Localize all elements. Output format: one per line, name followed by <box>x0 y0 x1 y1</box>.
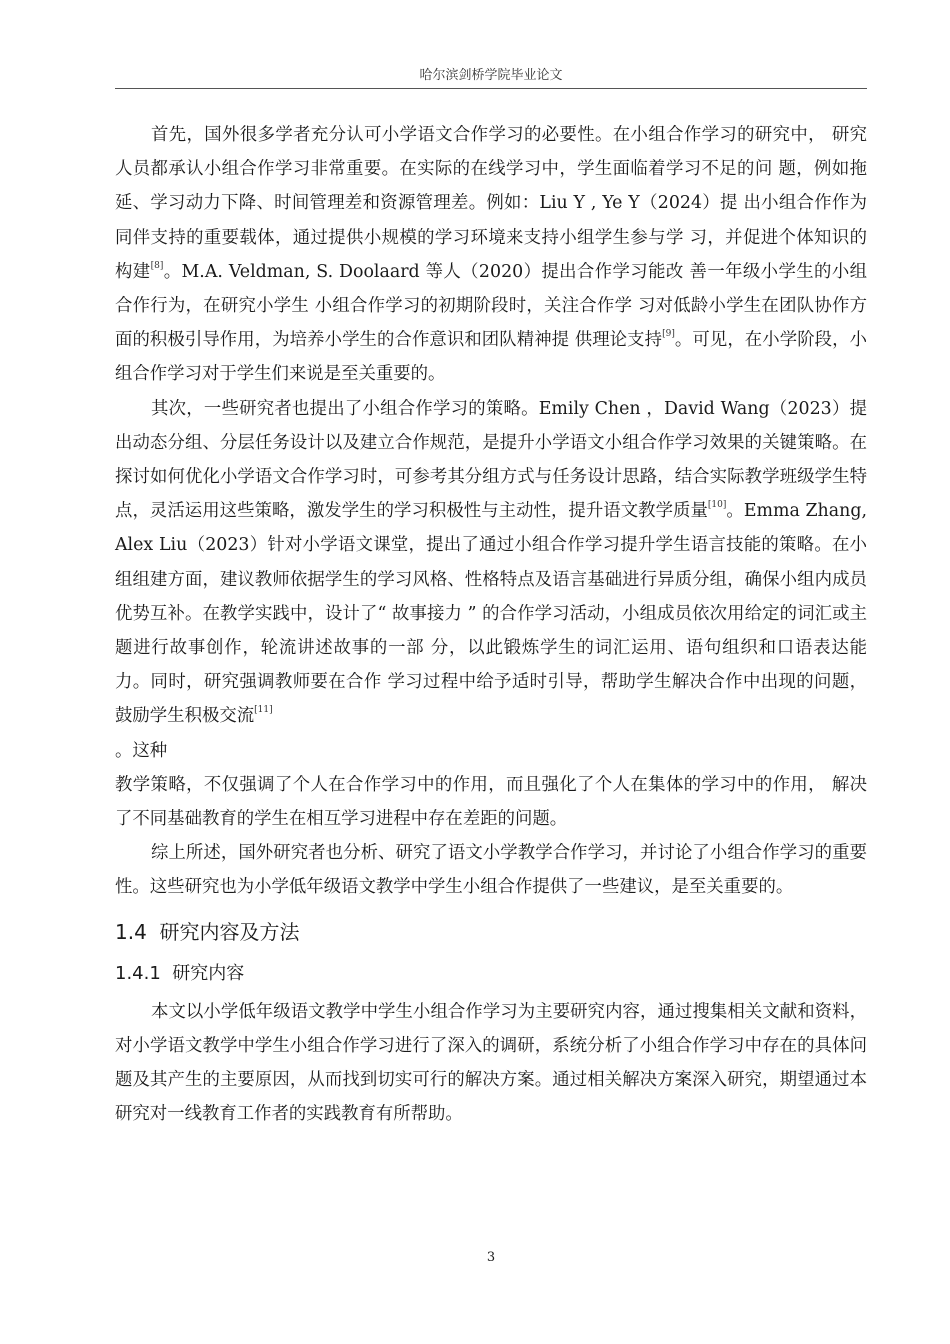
paragraph-text: 其次，一些研究者也提出了小组合作学习的策略。Emily Chen ，David Wang（2023）提出动态分组、分层任务设计以及建立合作规范，是提升小学语文小组合作学习效果的关键策略。在探讨如何优化小学语文合作学习时，可参考其分组方式与任务设计思路，结合实际教学班级学生特点，灵活运用这些策略，激发学生的学习积极性与主动性，提升语文教学质量 <box>115 398 867 522</box>
section-number: 1.4 <box>115 919 147 944</box>
page-body <box>115 118 867 1131</box>
page-number: 3 <box>486 1250 496 1265</box>
citation-ref: [10] <box>707 500 727 511</box>
paragraph-text: 。M.A. Veldman, S. Doolaard 等人（2020）提出合作学习能改 善一年级小学生的小组合作行为，在研究小学生 小组合作学习的初期阶段时，关注合作学 习对低龄小学生在团队协作方面的积极引导作用，为培养小学生的合作意识和团队精神提 供理论支持 <box>115 261 867 351</box>
citation-ref: [11] <box>254 705 273 716</box>
paragraph-text: 。可见，在小学阶段，小组合作学习对于学生们来说是至关重要的。 <box>115 330 867 385</box>
paragraph-text: 首先，国外很多学者充分认可小学语文合作学习的必要性。在小组合作学习的研究中， 研究人员都承认小组合作学习非常重要。在实际的在线学习中，学生面临着学习不足的问 题，例如拖延、学习动力下降、时间管理差和资源管理差。例如：Liu Y , Ye Y（2024）提 出小组合作作为同伴支持的重要载体，通过提供小规模的学习环境来支持小组学生参与学 习，并促进个体知识的构建 <box>115 125 867 282</box>
citation-ref: [8] <box>150 260 164 271</box>
paragraph-research-content: 本文以小学低年级语文教学中学生小组合作学习为主要研究内容，通过搜集相关文献和资料，对小学语文教学中学生小组合作学习进行了深入的调研，系统分析了小组合作学习中存在的具体问题及其产生的主要原因，从而找到切实可行的解决方案。通过相关解决方案深入研究，期望通过本研究对一线教育工作者的实践教育有所帮助。 <box>115 1001 867 1125</box>
section-title: 研究内容 <box>172 962 245 984</box>
section-number: 1.4.1 <box>115 962 161 984</box>
header-rule <box>115 88 867 89</box>
paragraph-text: 。这种 <box>115 740 168 761</box>
paragraph-text: 。Emma Zhang, Alex Liu（2023）针对小学语文课堂，提出了通过小组合作学习提升学生语言技能的策略。在小组组建方面，建议教师依据学生的学习风格、性格特点及语言基础进行异质分组，确保小组内成员优势互补。在教学实践中，设计了“ 故事接力 ” 的合作学习活动，小组成员依次用给定的词汇或主题进行故事创作，轮流讲述故事的一部 分，以此锻炼学生的词汇运用、语句组织和口语表达能力。同时，研究强调教师要在合作 学习过程中给予适时引导，帮助学生解决合作中出现的问题，鼓励学生积极交流 <box>115 501 867 727</box>
citation-ref: [9] <box>662 329 675 340</box>
section-title: 研究内容及方法 <box>159 919 300 944</box>
section-heading-1-4-1 <box>115 953 867 995</box>
section-heading-1-4 <box>115 911 867 953</box>
paragraph-intro-foreign-research <box>115 118 867 392</box>
paragraph-summary: 综上所述，国外研究者也分析、研究了语文小学教学合作学习，并讨论了小组合作学习的重要性。这些研究也为小学低年级语文教学中学生小组合作提供了一些建议，是至关重要的。 <box>115 843 867 898</box>
paragraph-strategy-continuation: 教学策略，不仅强调了个人在合作学习中的作用，而且强化了个人在集体的学习中的作用， 解决了不同基础教育的学生在相互学习进程中存在差距的问题。 <box>115 774 867 830</box>
paragraph-strategies <box>115 392 867 768</box>
running-header: 哈尔滨剑桥学院毕业论文 <box>419 68 563 83</box>
